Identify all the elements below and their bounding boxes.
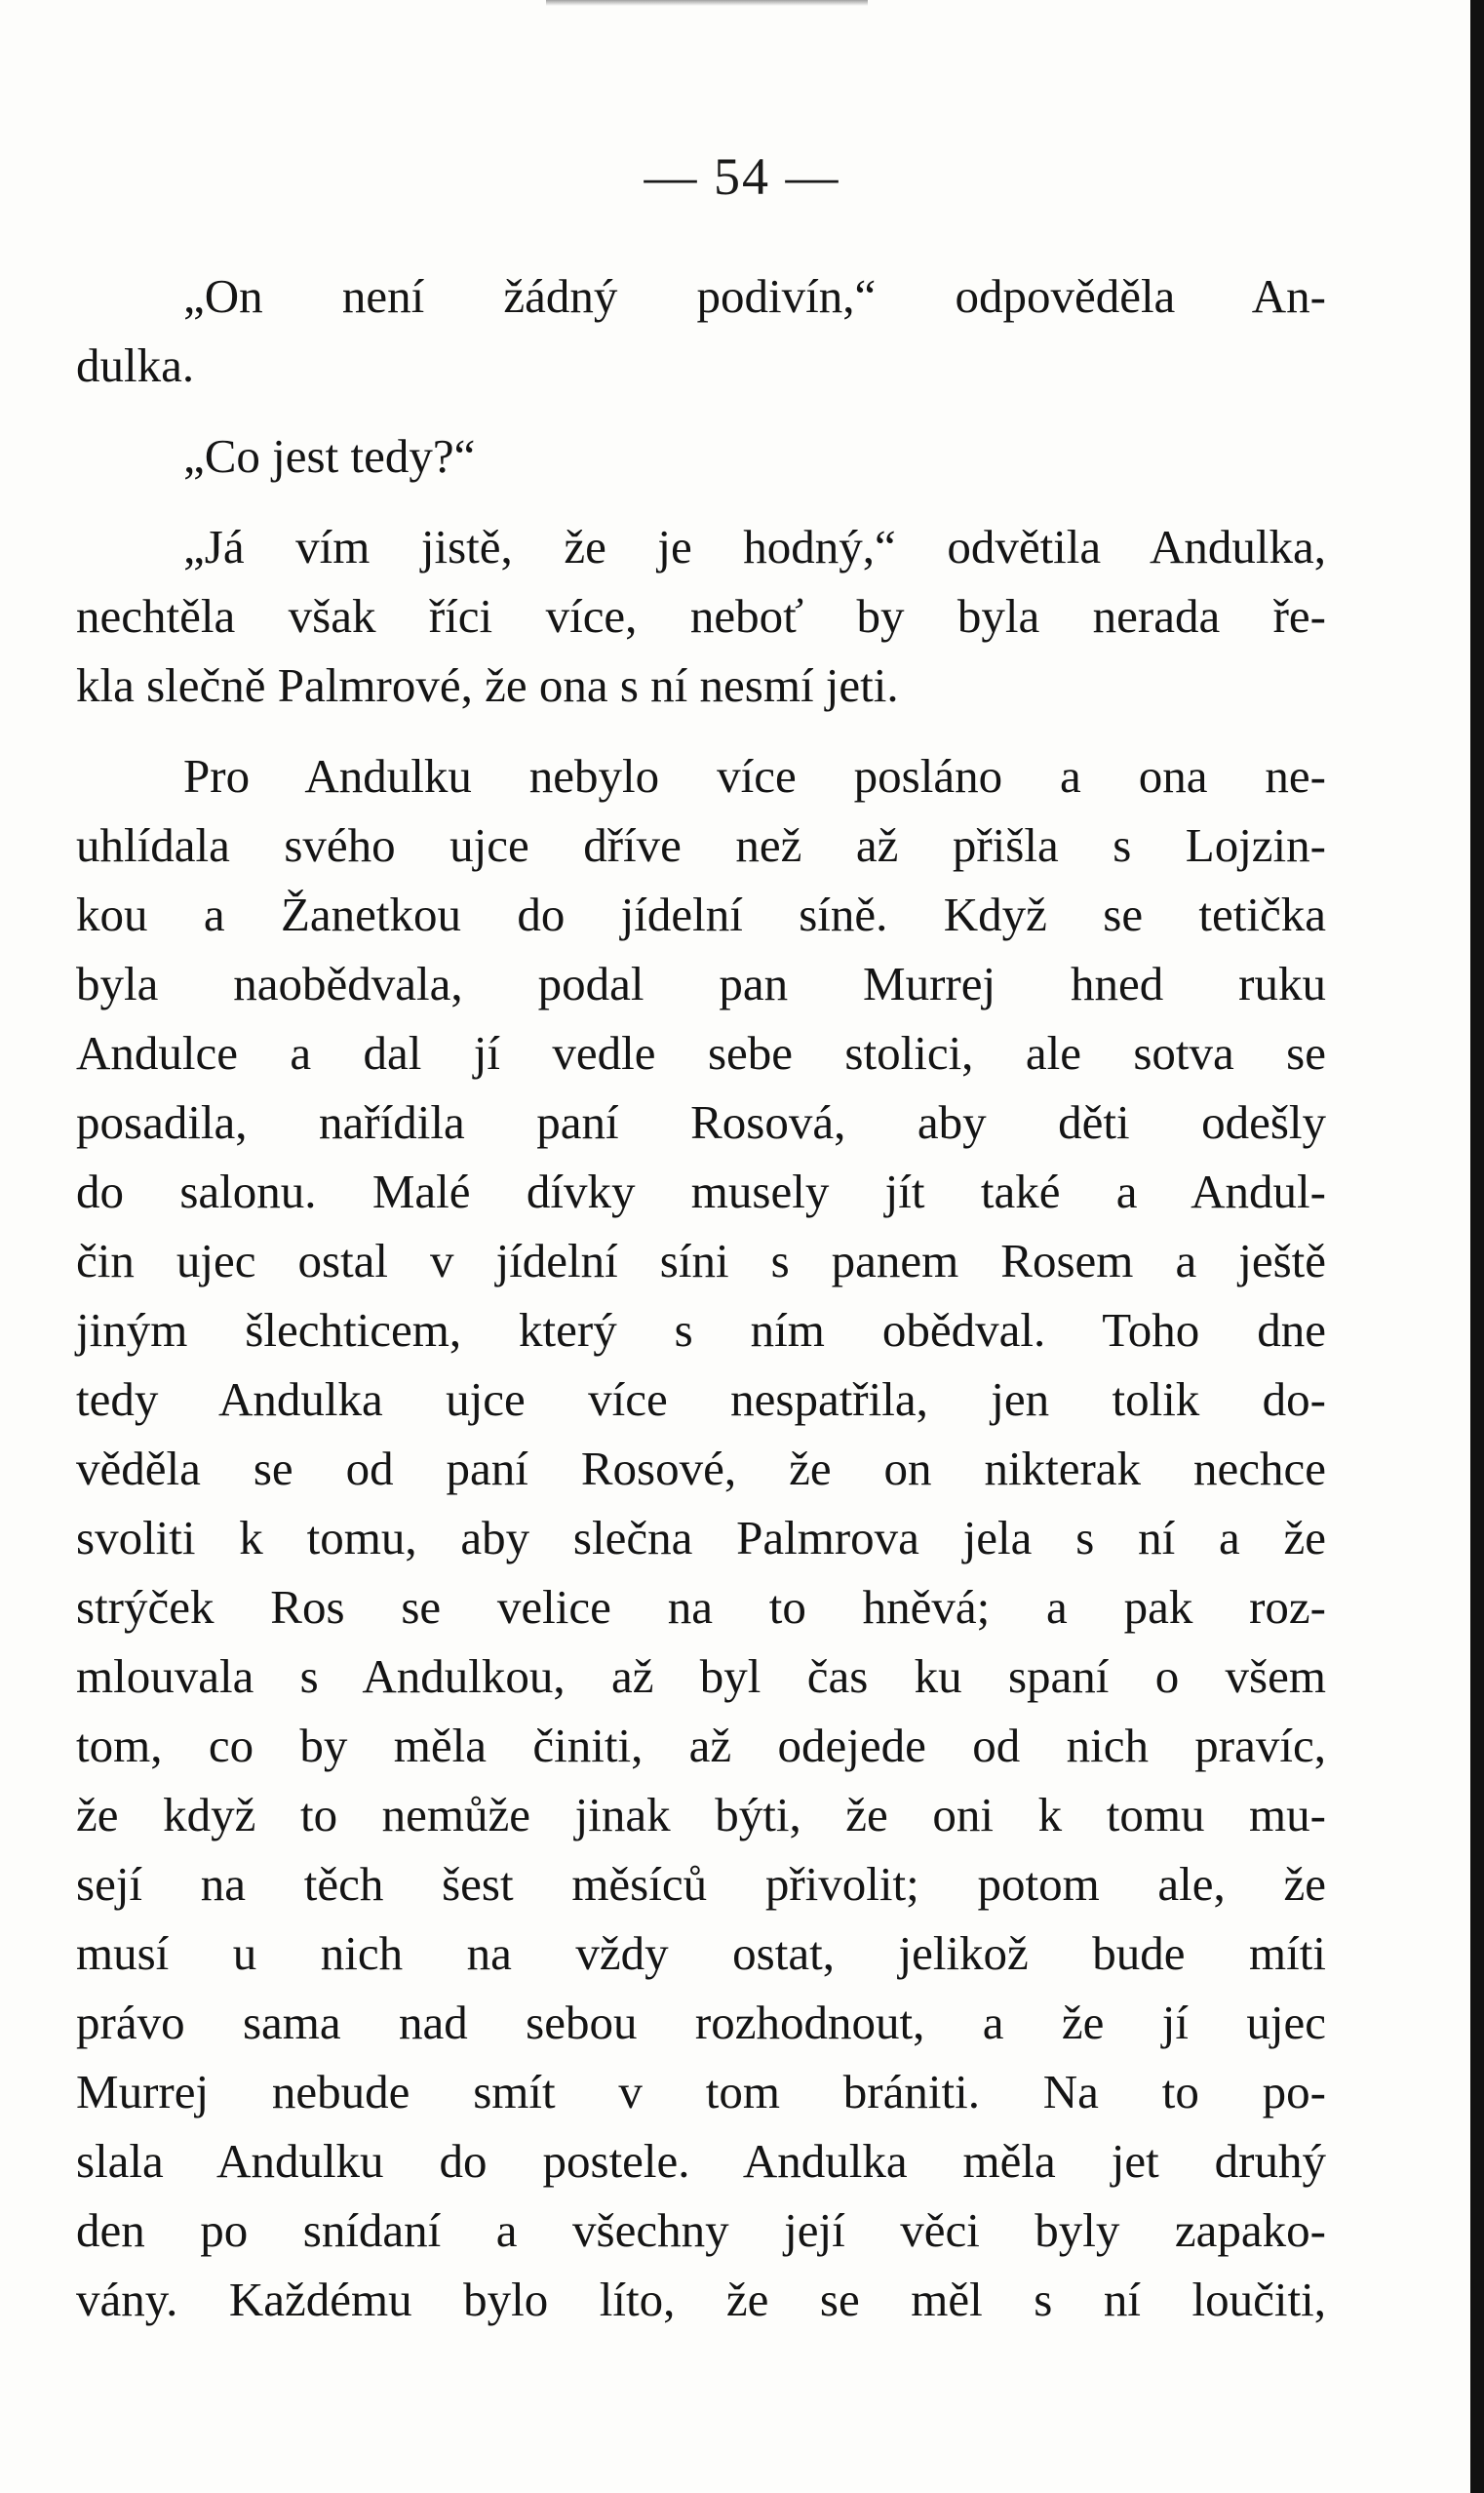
text-line: Murrej nebude smít v tom brániti. Na to po- (76, 2065, 1326, 2118)
paragraph (76, 741, 1326, 2334)
page-number: — 54 — (644, 147, 840, 206)
text-line: jiným šlechticem, který s ním obědval. Toho dne (76, 1303, 1326, 1357)
text-line: dulka. (76, 338, 195, 392)
text-line: nechtěla však říci více, neboť by byla nerada ře- (76, 589, 1326, 643)
text-line: kla slečně Palmrové, že ona s ní nesmí jeti. (76, 658, 899, 712)
text-line: „On není žádný podivín,“ odpověděla An- (183, 269, 1326, 323)
text-line: den po snídaní a všechny její věci byly zapako- (76, 2203, 1326, 2257)
text-line: Andulce a dal jí vedle sebe stolici, ale sotva se (76, 1026, 1326, 1080)
text-line: sejí na těch šest měsíců přivolit; potom ale, že (76, 1857, 1326, 1911)
text-line: posadila, nařídila paní Rosová, aby děti odešly (76, 1095, 1326, 1149)
text-line: svoliti k tomu, aby slečna Palmrova jela s ní a že (76, 1511, 1326, 1564)
text-line: že když to nemůže jinak býti, že oni k tomu mu- (76, 1788, 1326, 1841)
text-line: kou a Žanetkou do jídelní síně. Když se tetička (76, 888, 1326, 941)
paragraph (76, 512, 1326, 720)
text-line: slala Andulku do postele. Andulka měla jet druhý (76, 2134, 1326, 2188)
paragraph (76, 261, 1326, 400)
text-line: právo sama nad sebou rozhodnout, a že jí ujec (76, 1996, 1326, 2049)
text-line: čin ujec ostal v jídelní síni s panem Rosem a ještě (76, 1234, 1326, 1287)
page-edge-shadow (546, 0, 868, 6)
text-line: Pro Andulku nebylo více posláno a ona ne- (183, 749, 1326, 803)
text-line: strýček Ros se velice na to hněvá; a pak roz- (76, 1580, 1326, 1634)
text-line: byla naobědvala, podal pan Murrej hned ruku (76, 957, 1326, 1010)
text-line: tom, co by měla činiti, až odejede od nich pravíc, (76, 1719, 1326, 1772)
text-line: věděla se od paní Rosové, že on nikterak nechce (76, 1442, 1326, 1495)
text-line: „Já vím jistě, že je hodný,“ odvětila Andulka, (183, 520, 1326, 574)
text-line: uhlídala svého ujce dříve než až přišla s Lojzin- (76, 818, 1326, 872)
text-line: „Co jest tedy?“ (183, 429, 476, 483)
text-line: mlouvala s Andulkou, až byl čas ku spaní o všem (76, 1649, 1326, 1703)
paragraph (76, 421, 1326, 491)
text-line: do salonu. Malé dívky musely jít také a Andul- (76, 1165, 1326, 1218)
text-line: tedy Andulka ujce více nespatřila, jen tolik do- (76, 1372, 1326, 1426)
body-text (76, 261, 1326, 2334)
text-line: musí u nich na vždy ostat, jelikož bude míti (76, 1926, 1326, 1980)
text-line: vány. Každému bylo líto, že se měl s ní loučiti, (76, 2273, 1326, 2326)
